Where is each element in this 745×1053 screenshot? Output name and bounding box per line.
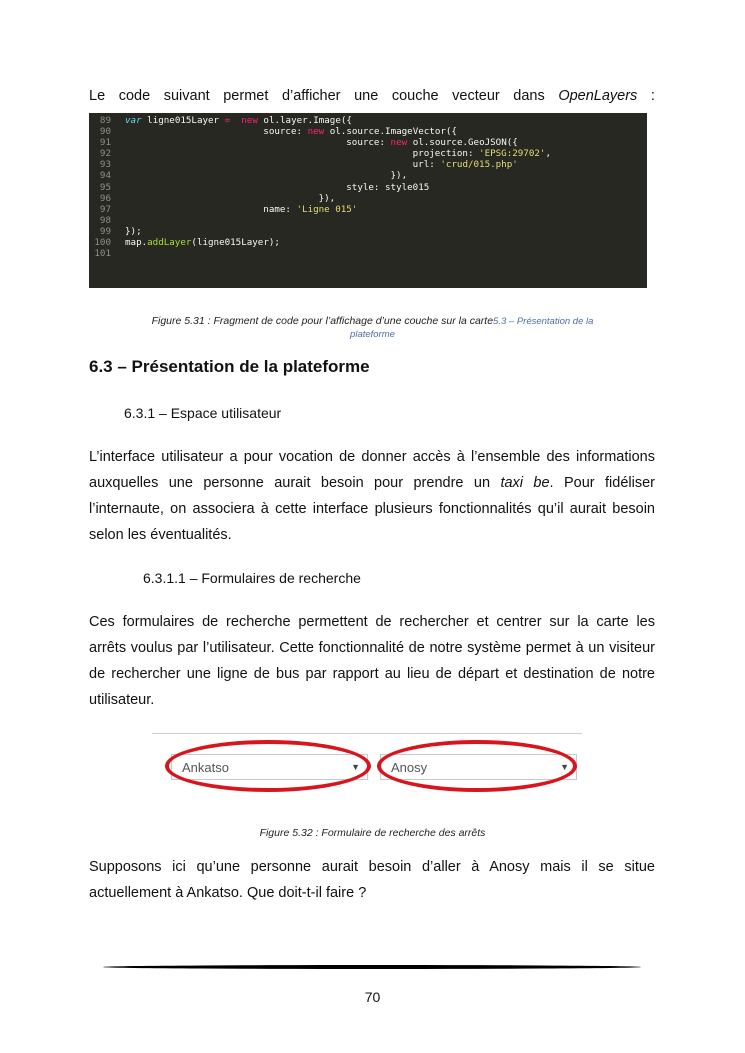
intro-word: suivant — [163, 88, 210, 104]
code-line: 93 url: 'crud/015.php' — [99, 159, 518, 171]
intro-word: d’afficher — [281, 88, 341, 104]
page-number: 70 — [364, 989, 381, 1005]
code-block — [89, 113, 647, 288]
code-line: 90 source: new ol.source.ImageVector({ — [99, 126, 457, 138]
code-line: 96 }), — [99, 192, 336, 204]
intro-sentence — [89, 88, 655, 104]
section-heading: 6.3 – Présentation de la plateforme — [89, 357, 370, 376]
paragraph-search-forms: Ces formulaires de recherche permettent de rechercher et centrer sur la carte les arrêts voulus par l’utilisateur. Cette fonctionnalité de notre système permet à un visiteur de rechercher une ligne de bus par rapport au lieu de départ et destination de notre utilisateur. — [89, 614, 655, 708]
chevron-down-icon: ▼ — [351, 762, 360, 772]
code-line: 100 map.addLayer(ligne015Layer); — [94, 237, 280, 249]
footer-divider — [103, 965, 641, 969]
destination-select[interactable]: Anosy ▼ — [380, 754, 577, 780]
intro-word: code — [118, 88, 151, 104]
chevron-down-icon: ▼ — [560, 762, 569, 772]
intro-word: une — [354, 88, 379, 104]
caption-reference-link[interactable]: plateforme — [350, 329, 395, 340]
subsection-heading: 6.3.1 – Espace utilisateur — [124, 405, 282, 421]
paragraph-scenario: Supposons ici qu’une personne aurait besoin d’aller à Anosy mais il se situe actuellement à Ankatso. Que doit-t-il faire ? — [89, 859, 655, 901]
figure-caption-531: Figure 5.31 : Fragment de code pour l’affichage d’une couche sur la carte5.3 – Présentation de la — [151, 315, 594, 327]
intro-emphasis: OpenLayers — [558, 88, 638, 104]
code-line: 97 name: 'Ligne 015' — [99, 203, 358, 215]
code-line: 98 — [99, 214, 111, 226]
intro-word: permet — [223, 88, 269, 104]
search-form-figure — [152, 733, 582, 804]
code-line: 99 }); — [99, 225, 142, 237]
code-line: 95 style: style015 — [99, 181, 430, 193]
departure-select[interactable]: Ankatso ▼ — [171, 754, 368, 780]
intro-word: vecteur — [452, 88, 500, 104]
intro-colon: : — [650, 88, 655, 104]
intro-word: Le — [89, 88, 106, 104]
code-line: 101 — [94, 248, 111, 260]
figure-caption-532: Figure 5.32 : Formulaire de recherche des arrêts — [259, 827, 486, 839]
paragraph-user-interface: L’interface utilisateur a pour vocation de donner accès à l’ensemble des informations auxquelles une personne aurait besoin pour prendre un taxi be. Pour fidéliser l’internaute, on associera à cette interface plusieurs fonctionnalités qu’il aurait besoin selon les éventualités. — [89, 449, 655, 543]
figure-caption-531-cont — [0, 328, 745, 340]
code-line: 92 projection: 'EPSG:29702', — [99, 148, 551, 160]
caption-reference-link[interactable]: 5.3 – Présentation de la — [493, 316, 594, 327]
code-line: 89 var ligne015Layer = new ol.layer.Image({ — [99, 115, 352, 126]
code-line: 91 source: new ol.source.GeoJSON({ — [99, 137, 518, 149]
intro-word: couche — [391, 88, 439, 104]
intro-word: dans — [513, 88, 545, 104]
code-line: 94 }), — [99, 170, 408, 182]
subsubsection-heading: 6.3.1.1 – Formulaires de recherche — [143, 570, 361, 586]
